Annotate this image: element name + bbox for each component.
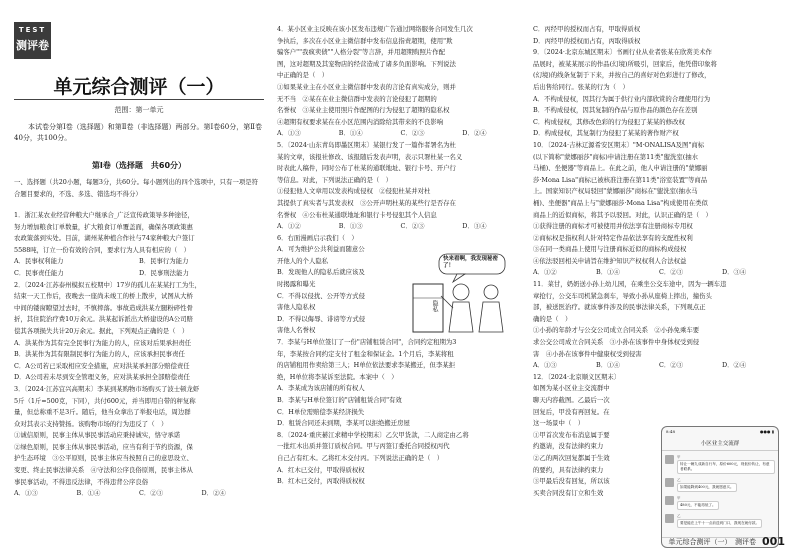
question-line: 部，被送医治疗。就该事件涉及的民事法律关系，下列观点正 <box>533 303 706 312</box>
question-line: 6．右面漫画启示我们（ ） <box>277 233 358 242</box>
option-item[interactable]: B．①④ <box>596 268 620 277</box>
question-line: 章抢行，公交车司机紧急刹车，导致小孙从座椅上摔出，撞伤头 <box>533 291 712 300</box>
question-line: 如图为某小区业主交流群中 <box>533 384 610 393</box>
question-q5 <box>277 140 524 233</box>
question-line: D．租赁合同还未到期，李某可以拒绝搬迁房屋 <box>277 419 410 428</box>
option-item[interactable]: A．①② <box>533 268 557 277</box>
option-list <box>277 221 524 233</box>
range-text: 范围：第一单元 <box>114 106 164 114</box>
question-line: 害 ④小孙在该事件中健康权受到侵害 <box>533 349 642 358</box>
chat-message <box>665 496 775 510</box>
message-body <box>677 496 719 510</box>
chat-time: 8:48 <box>666 429 675 434</box>
chat-message <box>665 478 775 492</box>
chat-title: 小区业主交流群 <box>662 439 778 451</box>
avatar <box>665 478 674 487</box>
question-line: ②绿色原则，民事主体从事民事活动，应当有利于节约资源，保 <box>14 442 193 451</box>
question-line: 害他人名誉权 <box>277 326 316 335</box>
question-line: B．不构成侵权，因其复制的作品与原作品的颜色存在差别 <box>533 106 698 115</box>
question-line: 其提供了真实者与其发表权 ③公开声明杜某的某些行是否存在 <box>277 198 456 207</box>
question-line: 1．浙江某农业经营种粮大户继承合_广泛宣传政策导多种途径， <box>14 211 194 219</box>
question-line: 2．〔2024·江苏泰州模拟五校期中〕17岁的孤儿在某某打工为生， <box>14 280 202 289</box>
question-line: 害他人隐私权 <box>277 303 316 312</box>
question-line: 绝，H单位将李某诉至法院。本案中（ ） <box>277 372 398 381</box>
avatar <box>665 455 674 464</box>
question-line: 11．菜甘，奶奶送小孙上幼儿园，在乘坐公交车途中，因为一辆车违 <box>533 280 727 289</box>
question-line: D．构成侵权，其复制行为侵犯了某某的著作财产权 <box>533 129 679 138</box>
question-line: 时表此人稿件，同时公布了杜某的通联地址、银行卡号、开户行 <box>277 164 456 173</box>
question-line: ③在同一类商品上使用与注册商标近似的商标构成侵权 <box>533 245 687 254</box>
option-item[interactable]: D．③④ <box>462 222 487 231</box>
avatar <box>665 496 674 505</box>
question-line: 变更、终止民事法律关系 ④守法和公序良俗原则，民事主体从 <box>14 466 193 475</box>
question-line: 等信息。对此，下列说法正确的是（ ） <box>277 175 393 184</box>
footer-label: 单元综合测评（一） 测评卷 <box>668 537 757 546</box>
question-line: ④超期有权要求某在在小区范围内消除给其带来的不良影响 <box>277 117 444 126</box>
logo-line2: 测评卷 <box>16 39 49 52</box>
question-q10 <box>533 140 785 279</box>
question-line: B．洪某作为其有限制民事行为能力的人，应该承担民事责任 <box>14 350 185 359</box>
question-line: 众对其表示支持赞扬。该购物市场的行为违反了（ ） <box>14 419 168 428</box>
question-line: 农政策落到实处。目前，湖州某种植合作社与74家种粮大户签订 <box>14 234 195 243</box>
option-list <box>533 360 785 372</box>
question-line: 品展时，被某某展示的作品(幻境)所吸引，回家后，他凭借印象将 <box>533 59 717 68</box>
question-line: 莎·Mona Lisa"商标已被核准注册在第11类"浴室装置"等商品 <box>533 175 708 184</box>
question-line: D．丙经甲的授权而占有，丙取得质权 <box>533 36 641 45</box>
question-line: 名誉权 ④公布杜某通联地址和银行卡号侵犯其个人信息 <box>277 210 437 219</box>
question-line: 10．〔2024·吉林辽源希安区期末〕"M·ONALISA及图"商标 <box>533 140 705 149</box>
section-heading: 第Ⅰ卷（选择题 共60分） <box>91 161 187 170</box>
question-line: 9．〔2024·北京东城区期末〕书画行业从业者张某在欣赏美术作 <box>533 48 712 57</box>
question-line: A．不构成侵权，因其行为属于供行业内部欣赏的合理使用行为 <box>533 94 711 103</box>
question-line: 买卖合同没有订立和生效 <box>533 488 604 497</box>
option-item[interactable]: D．③④ <box>722 268 747 277</box>
chat-message <box>665 455 775 474</box>
question-q8 <box>277 430 524 488</box>
question-q9 <box>533 47 785 140</box>
question-line: 这一场景中（ ） <box>533 419 585 428</box>
question-line: B．发现他人的隐私后就应该及 <box>277 268 365 277</box>
cartoon-box-label: 隐私 <box>431 300 438 312</box>
message-body <box>677 514 762 528</box>
option-item[interactable]: C．②③ <box>400 222 425 231</box>
question-line: 5588吨，订立一份有效的合同，要求行为人具有相应的（ ） <box>14 245 191 254</box>
option-item[interactable]: B．①④ <box>338 129 363 138</box>
question-line: 5．〔2024·山东青岛即墨区期末〕某银行发了一篇作者署名为杜 <box>277 140 456 149</box>
question-line: 8．〔2024·重庆綦江求精中学校期末〕乙欠甲货款，二人商定由乙将 <box>277 430 469 439</box>
title-divider <box>14 99 264 100</box>
question-line: 时揭露和曝光 <box>277 280 316 289</box>
option-list <box>14 256 264 279</box>
question-line: 聊天内容截图。乙最后一次 <box>533 396 610 404</box>
question-line: 争执后，多次在小区业主微信群中发布信息指责超期，使用"欺 <box>277 36 453 45</box>
question-line: (幻境)的线条复制于下来，并按自己的喜好对色彩进行了修改， <box>533 71 711 80</box>
question-line: ①侵犯他人文章用以发表构成侵权 ②侵犯杜某并对杜 <box>277 187 431 196</box>
question-line: (以下简称"蒙娜丽莎"商标)申请注册在第11类"盥洗室(抽水 <box>533 152 699 161</box>
question-q2 <box>14 280 264 384</box>
option-item[interactable]: D．②④ <box>722 361 747 370</box>
option-item[interactable]: B．①④ <box>76 489 101 498</box>
question-line: 骗客户""我疯卖债""人格分裂"等言辞，并用超期购照片作配 <box>277 48 446 57</box>
question-line: ③甲最后没有回复，所以该 <box>533 477 610 486</box>
question-line: 护生态环境 ③公平原则，民事主体应当按照自己的意思设立、 <box>14 454 193 463</box>
option-item[interactable]: A．民事权利能力 <box>14 257 64 266</box>
question-line: 图，这对超期及其宠物店的经营造成了诸多负面影响。下列说法 <box>277 59 456 68</box>
question-line: C．不得以侵扰、公开等方式侵 <box>277 291 365 300</box>
option-item[interactable]: C．②③ <box>139 489 164 498</box>
question-line: 一批红木出质并签订质权合同。甲与丙签订委托合同授权丙代 <box>277 442 450 451</box>
question-line: C．构成侵权，其修改色彩的行为侵犯了某某的修改权 <box>533 117 685 126</box>
question-line: 5斤（1斤=500克，下同），共付600元，并当即用自带的秤复称 <box>14 396 196 405</box>
avatar <box>665 514 674 523</box>
question-line: 某的文章，该报社修改、该报随后发表声明，表示只署杜某一名义 <box>277 152 463 161</box>
chat-screenshot <box>661 426 779 548</box>
option-item[interactable]: C．②③ <box>400 129 425 138</box>
question-line: 12．〔2024·北京顺义区期末〕 <box>533 372 621 381</box>
option-item[interactable]: C．②③ <box>659 268 684 277</box>
page-number: 001 <box>762 535 785 548</box>
question-line: ①甲首次发布布消息属于要 <box>533 430 610 439</box>
logo-line1: TEST <box>18 26 47 34</box>
message-bubble: 转让一辆九成新自行车，原价600元，现低价转让，有意者联系。 <box>677 460 775 474</box>
question-line: 桶)、坐便器"商品上与"蒙娜丽莎·Mona Lisa"构成使用在类似 <box>533 198 708 207</box>
question-line: ②商标权是指权利人针对特定作品依法享有的支配性权利 <box>533 233 693 242</box>
page-footer <box>669 535 785 548</box>
question-line: D．不得以侮辱、诽谤等方式侵 <box>277 314 366 323</box>
question-line: 约邀请，没有法律约束力 <box>533 442 604 451</box>
question-line: 确的是（ ） <box>533 314 572 323</box>
question-line: ①小孙的年龄才与公交公司成立合同关系 ②小孙免乘车要 <box>533 326 700 335</box>
question-q8b <box>533 24 785 47</box>
option-item[interactable]: D．民事刑法能力 <box>139 268 189 277</box>
message-body <box>677 455 775 474</box>
option-item[interactable]: B．民事行为能力 <box>139 257 189 266</box>
question-q11 <box>533 279 785 372</box>
part1-instructions: 一、选择题（共20小题，每题3分，共60分。每小题列出的四个选项中，只有一项是符合题目要求的，不选、多选、错选均不得分） <box>14 178 258 198</box>
question-line: 折，其住院治疗费10万余元。洪某起诉派出大桥建设的A公司赔 <box>14 315 193 324</box>
question-line: C．丙经甲的授权而占有，甲取得质权 <box>533 25 641 33</box>
sender-name: 甲 <box>677 496 681 500</box>
question-line: A．可为维护公共利益而随意公 <box>277 245 365 254</box>
question-line: 7．李某与H单位签订了一份"店铺租赁合同"，合同约定租期为3 <box>277 338 457 347</box>
question-q4 <box>277 24 524 140</box>
question-line: 中间的镂窗瞭望过去时，不慎摔落。事故造成洪某左腿粉碎性骨 <box>14 303 193 312</box>
option-list <box>533 267 785 279</box>
message-bubble: 如果能降到400元，我就愿意买。 <box>677 483 737 492</box>
question-line: 年，李某按合同约定支付了租金和保证金。1个月后，李某将租 <box>277 349 454 358</box>
option-list <box>277 128 524 140</box>
chat-messages <box>662 455 778 528</box>
page-title: 单元综合测评（一） <box>53 76 225 98</box>
question-q1 <box>14 210 264 280</box>
question-line: ①获得注册的商标才可被使用并依法享有注册商标专用权 <box>533 222 693 231</box>
question-line: ①如果某业主在小区业主微信群中发表的言论有真实成分，则并 <box>277 82 456 91</box>
option-item[interactable]: A．①② <box>277 222 301 231</box>
question-q7 <box>277 337 524 430</box>
question-line: A．红木已交付，甲取得质权权 <box>277 465 365 474</box>
question-line: ④依法驳回相关申请旨在维护知识产权权利人合法权益 <box>533 256 687 265</box>
option-item[interactable]: A．①③ <box>533 361 557 370</box>
cartoon-bubble-text: 快来看啊，我发现秘密了！ <box>443 256 499 269</box>
question-line: B．李某与H单位签订的"店铺租赁合同"有效 <box>277 396 402 404</box>
question-line: B．红木已交付，丙取得质权权 <box>277 477 365 486</box>
option-item[interactable]: B．①③ <box>338 222 363 231</box>
option-item[interactable]: A．①③ <box>14 489 38 498</box>
question-line: 的店铺租用作卖给第三人；H单位依法要求李某搬迁，但李某拒 <box>277 361 456 370</box>
question-line: 3．〔2024·江苏宜兴高期末〕李某到某购物市场购买了波士顿龙虾 <box>14 384 200 393</box>
intro-text: 本试卷分第Ⅰ卷（选择题）和第Ⅱ卷（非选择题）两部分。第Ⅰ卷60分，第Ⅱ卷40分，共100分。 <box>14 123 262 142</box>
question-line: 量，但总称重不足3斤。随后，他当众拿出了举报电话，周边群 <box>14 408 191 417</box>
question-line: 商品上的近似商标，将其予以驳回。对此，认识正确的是（ ） <box>533 210 712 219</box>
sender-name: 甲 <box>677 455 681 459</box>
question-line: C．H单位需赔偿李某经济损失 <box>277 407 365 416</box>
question-line: 偿其各项损失共计20万余元。据此，下列观点正确的是（ ） <box>14 326 189 335</box>
question-line: 马桶)、坐便器"等商品上。在此之前，他人申请注册的"蒙娜丽 <box>533 164 708 173</box>
question-line: A．李某成为该店铺的所有权人 <box>277 384 365 393</box>
privacy-cartoon <box>395 252 517 337</box>
option-item[interactable]: B．①④ <box>596 361 620 370</box>
question-line: 无不当 ②某在在业主微信群中发表的言论侵犯了超期的 <box>277 94 437 103</box>
chat-status-bar <box>662 427 778 439</box>
message-bubble: 480元，不能再低了。 <box>677 501 719 510</box>
message-body <box>677 478 737 492</box>
question-line: 中正确的是（ ） <box>277 71 329 80</box>
question-line: 求公交公司成立合同关系 ③小孙在该事件中身体权受到侵 <box>533 338 700 347</box>
question-line: 的要约，具有法律约束力 <box>533 465 604 474</box>
option-item[interactable]: D．②④ <box>201 489 226 498</box>
question-line: ①诚信原则，民事主体从事民事活动应秉持诚实，恪守承诺 <box>14 431 181 440</box>
chat-signal: ●●● ▮ <box>760 429 774 434</box>
message-bubble: 要是能在上午十一点前送到门口，我现在就付款。 <box>677 519 762 528</box>
question-line: 开他人的个人隐私 <box>277 256 329 265</box>
question-line: 事民事活动，不得违反法律，不得违背公序良俗 <box>14 477 149 486</box>
question-line: D．A公司若未尽到安全管理义务，应对洪某承担全部赔偿责任 <box>14 373 190 382</box>
chat-message <box>665 514 775 528</box>
question-line: 努力增加粮食订单数量，扩大粮食订单覆盖面，确保各项政策惠 <box>14 222 193 231</box>
question-line: 名誉权 ③某业主使用照片作配图的行为侵犯了超期的隐私权 <box>277 106 450 115</box>
test-logo <box>14 22 51 59</box>
question-line: 后出售给同行。张某的行为（ ） <box>533 82 629 91</box>
question-line: ②乙的两次回复都属于生效 <box>533 453 610 462</box>
option-item[interactable]: C．民事责任能力 <box>14 268 64 277</box>
question-line: 回复后，甲没有再回复。在 <box>533 407 610 416</box>
question-line: A．洪某作为其有完全民事行为能力的人，应该对后果承担责任 <box>14 338 192 347</box>
question-line: 4．某小区业主反映在该小区发布违规广告通过网络服务合同发生几次 <box>277 25 473 33</box>
question-line: 上。国家知识产权局驳回"蒙娜丽莎"商标在"盥洗室(抽水马 <box>533 187 698 196</box>
option-item[interactable]: D．②④ <box>462 129 487 138</box>
question-line: C．A公司若已采取相应安全措施，应对洪某承担部分赔偿责任 <box>14 361 190 370</box>
question-line: 结束一天工作后，夜晚去一座尚未竣工的桥上散步，试图从大桥 <box>14 292 193 301</box>
sender-name: 乙 <box>677 478 681 482</box>
option-item[interactable]: A．①③ <box>277 129 301 138</box>
left-questions <box>14 210 264 500</box>
option-list <box>14 488 264 500</box>
option-item[interactable]: C．②③ <box>659 361 684 370</box>
sender-name: 乙 <box>677 514 681 518</box>
question-line: 自己占有红木。乙将红木交付丙。下列说法正确的是（ ） <box>277 453 444 462</box>
question-q3 <box>14 384 264 500</box>
